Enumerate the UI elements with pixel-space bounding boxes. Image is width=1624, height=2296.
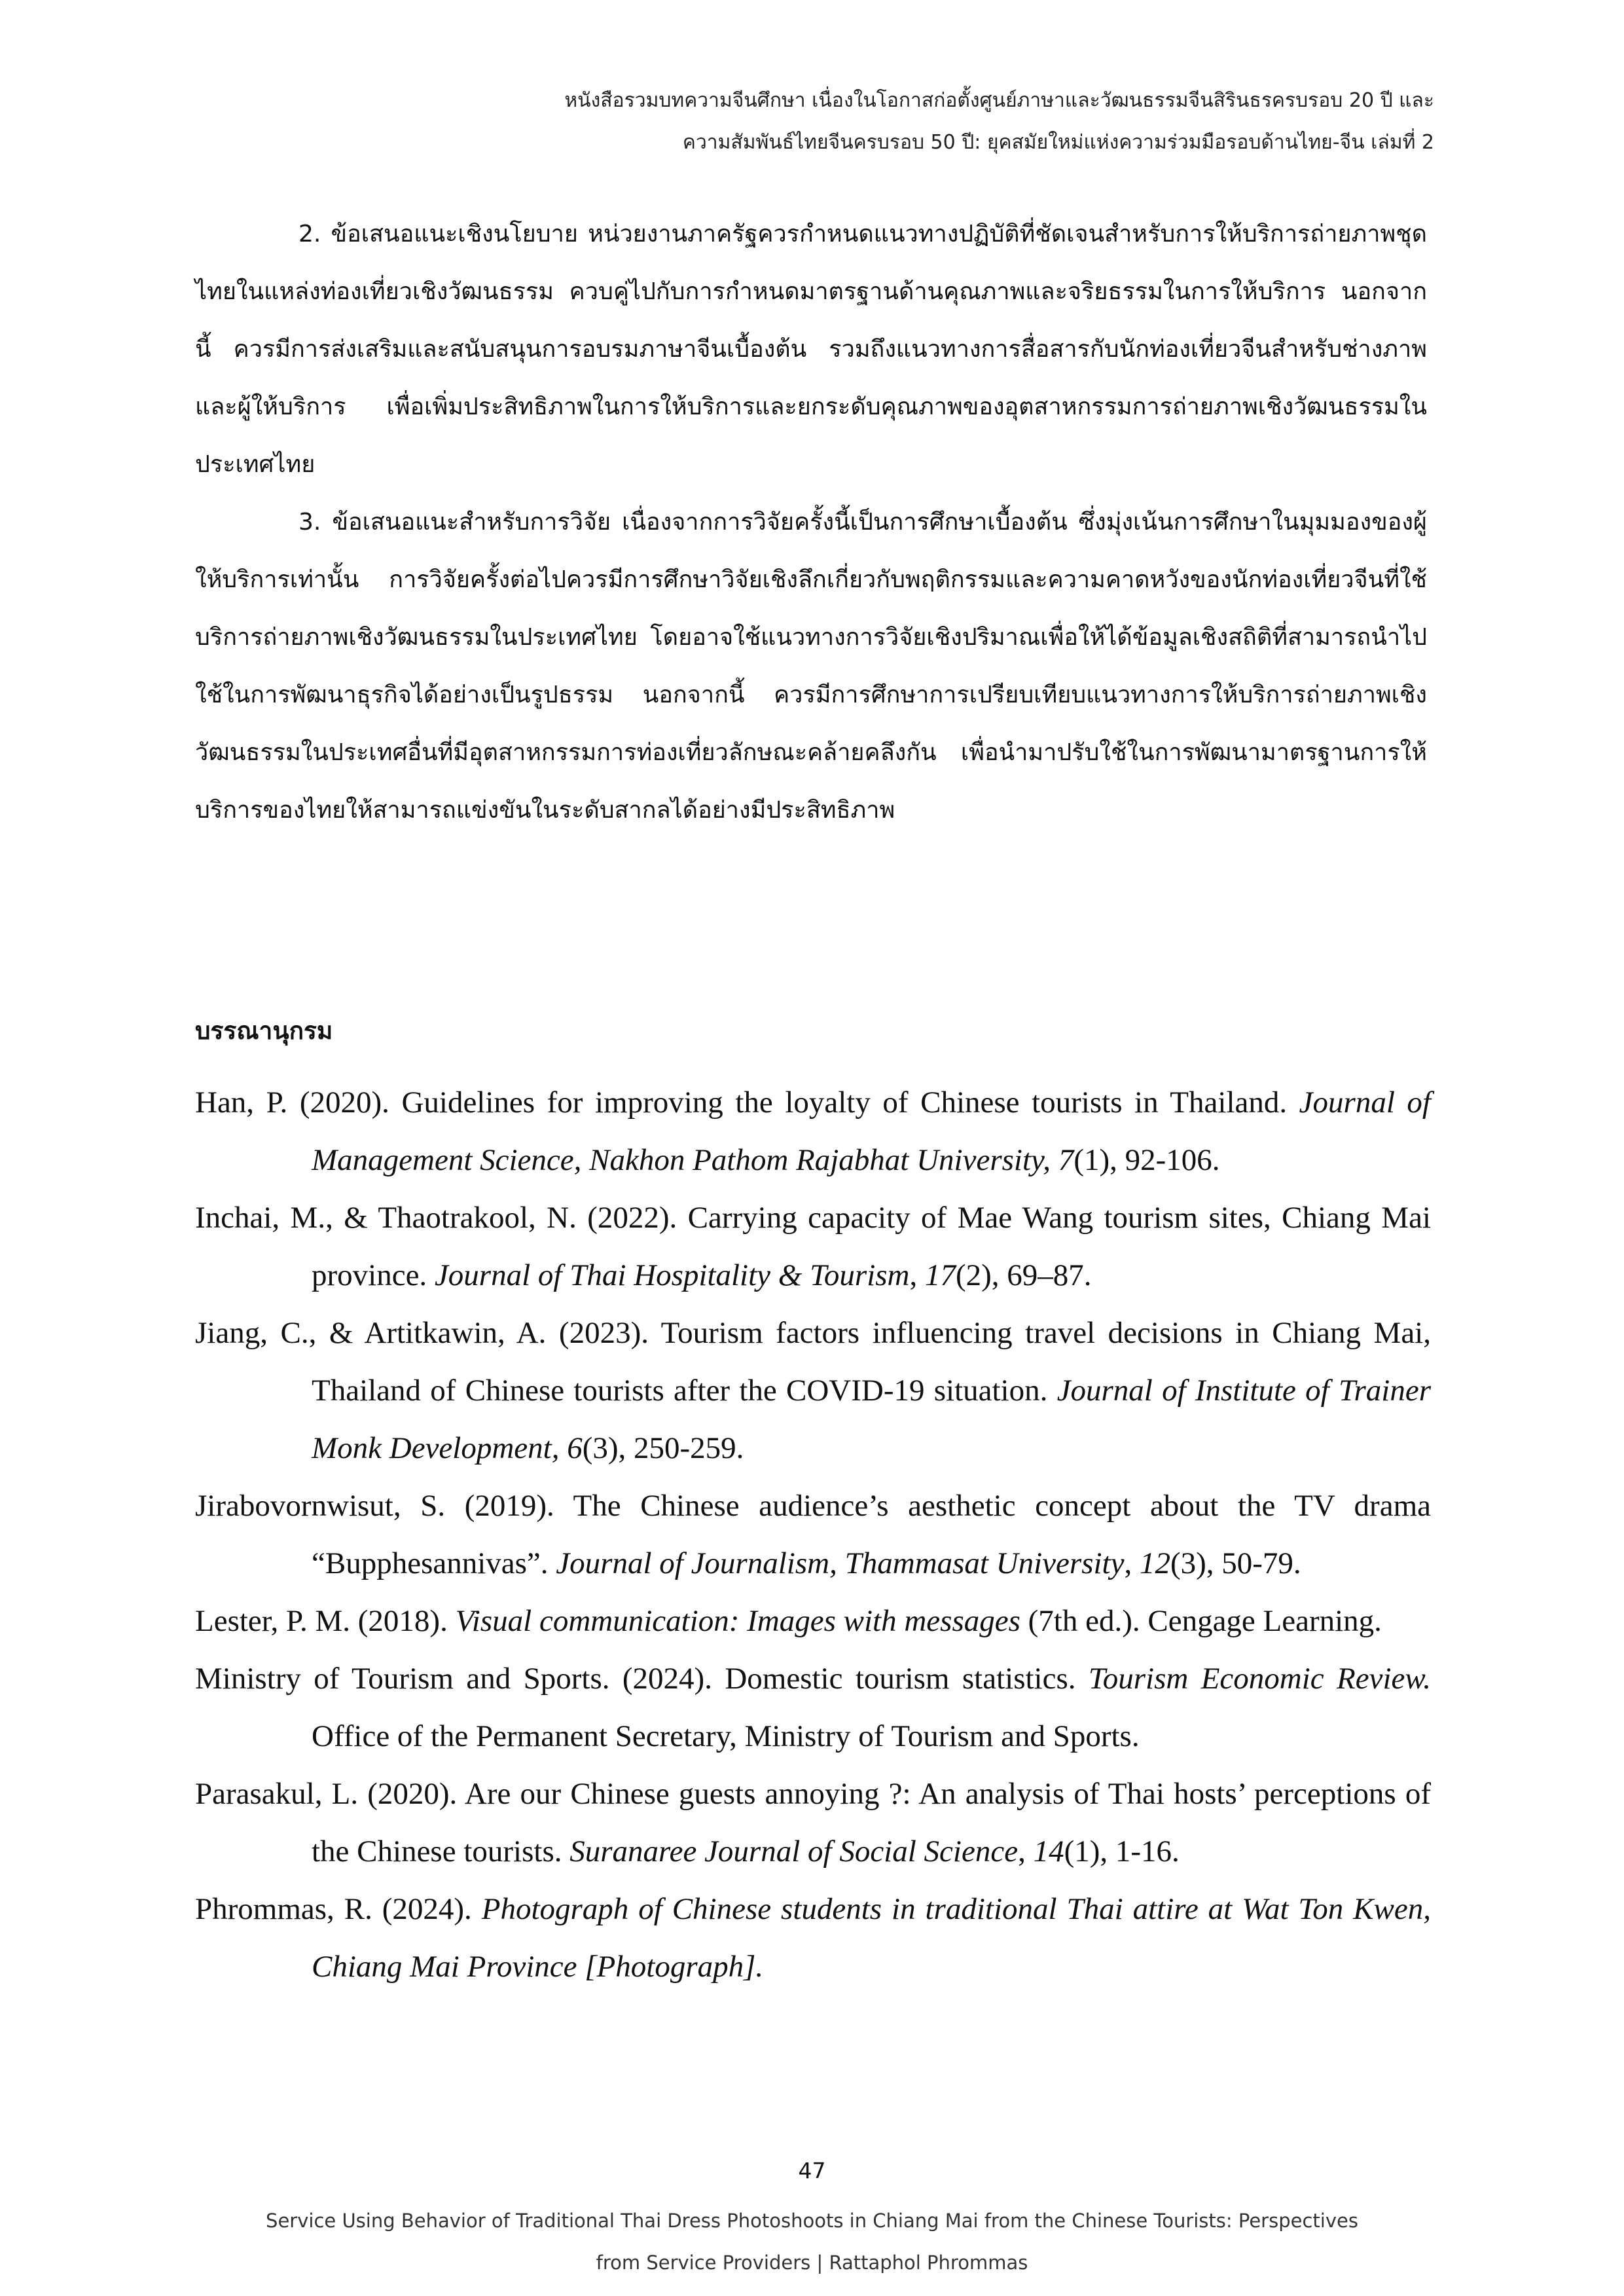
page-number: 47 (798, 2158, 826, 2183)
reference-entry: Lester, P. M. (2018). Visual communication: Images with messages (7th ed.). Cengage Learning. (195, 1604, 1382, 1638)
reference-entry: Phrommas, R. (2024). Photograph of Chinese students in traditional Thai attire at Wat Ton Kwen, Chiang Mai Province [Photograph]. (195, 1892, 1431, 1984)
reference-entry: Jiang, C., & Artitkawin, A. (2023). Tourism factors influencing travel decisions in Chiang Mai, Thailand of Chinese tourists after the COVID-19 situation. Journal of Institute of Trainer Monk Development, 6(3), 250-259. (195, 1316, 1431, 1465)
footer-line-2: from Service Providers | Rattaphol Phrommas (596, 2251, 1028, 2274)
running-header (564, 80, 1434, 164)
reference-entry: Han, P. (2020). Guidelines for improving the loyalty of Chinese tourists in Thailand. Journal of Management Science, Nakhon Pathom Rajabhat University, 7(1), 92-106. (195, 1085, 1431, 1177)
reference-entry: Inchai, M., & Thaotrakool, N. (2022). Carrying capacity of Mae Wang tourism sites, Chiang Mai province. Journal of Thai Hospitality & Tourism, 17(2), 69–87. (195, 1201, 1431, 1292)
header-line-2: ความสัมพันธ์ไทยจีนครบรอบ 50 ปี: ยุคสมัยใหม่แห่งความร่วมมือรอบด้านไทย-จีน เล่มที่ 2 (682, 131, 1434, 154)
recommendations-body (195, 206, 1427, 839)
reference-list (195, 1074, 1431, 1995)
policy-recommendation-paragraph: 2. ข้อเสนอแนะเชิงนโยบาย หน่วยงานภาครัฐควรกำหนดแนวทางปฏิบัติที่ชัดเจนสำหรับการให้บริการถ่ายภาพชุดไทยในแหล่งท่องเที่ยวเชิงวัฒนธรรม ควบคู่ไปกับการกำหนดมาตรฐานด้านคุณภาพและจริยธรรมในการให้บริการ นอกจากนี้ ควรมีการส่งเสริมและสนับสนุนการอบรมภาษาจีนเบื้องต้น รวมถึงแนวทางการสื่อสารกับนักท่องเที่ยวจีนสำหรับช่างภาพและผู้ให้บริการ เพื่อเพิ่มประสิทธิภาพในการให้บริการและยกระดับคุณภาพของอุตสาหกรรมการถ่ายภาพเชิงวัฒนธรรมในประเทศไทย (195, 221, 1427, 478)
bibliography-heading: บรรณานุกรม (195, 1017, 333, 1045)
research-recommendation-paragraph: 3. ข้อเสนอแนะสำหรับการวิจัย เนื่องจากการวิจัยครั้งนี้เป็นการศึกษาเบื้องต้น ซึ่งมุ่งเน้นการศึกษาในมุมมองของผู้ให้บริการเท่านั้น การวิจัยครั้งต่อไปควรมีการศึกษาวิจัยเชิงลึกเกี่ยวกับพฤติกรรมและความคาดหวังของนักท่องเที่ยวจีนที่ใช้บริการถ่ายภาพเชิงวัฒนธรรมในประเทศไทย โดยอาจใช้แนวทางการวิจัยเชิงปริมาณเพื่อให้ได้ข้อมูลเชิงสถิติที่สามารถนำไปใช้ในการพัฒนาธุรกิจได้อย่างเป็นรูปธรรม นอกจากนี้ ควรมีการศึกษาการเปรียบเทียบแนวทางการให้บริการถ่ายภาพเชิงวัฒนธรรมในประเทศอื่นที่มีอุตสาหกรรมการท่องเที่ยวลักษณะคล้ายคลึงกัน เพื่อนำมาปรับใช้ในการพัฒนามาตรฐานการให้บริการของไทยให้สามารถแข่งขันในระดับสากลได้อย่างมีประสิทธิภาพ (195, 509, 1427, 824)
reference-entry: Jirabovornwisut, S. (2019). The Chinese audience’s aesthetic concept about the TV drama “Bupphesannivas”. Journal of Journalism, Thammasat University, 12(3), 50-79. (195, 1489, 1431, 1580)
reference-entry: Parasakul, L. (2020). Are our Chinese guests annoying ?: An analysis of Thai hosts’ perceptions of the Chinese tourists. Suranaree Journal of Social Science, 14(1), 1-16. (195, 1777, 1431, 1868)
header-line-1: หนังสือรวมบทความจีนศึกษา เนื่องในโอกาสก่อตั้งศูนย์ภาษาและวัฒนธรรมจีนสิรินธรครบรอบ 20 ปี และ (564, 89, 1434, 112)
reference-entry: Ministry of Tourism and Sports. (2024). Domestic tourism statistics. Tourism Economic Review. Office of the Permanent Secretary, Ministry of Tourism and Sports. (195, 1662, 1431, 1753)
running-footer (0, 2200, 1624, 2284)
footer-line-1: Service Using Behavior of Traditional Thai Dress Photoshoots in Chiang Mai from the Chinese Tourists: Perspectives (266, 2210, 1358, 2232)
